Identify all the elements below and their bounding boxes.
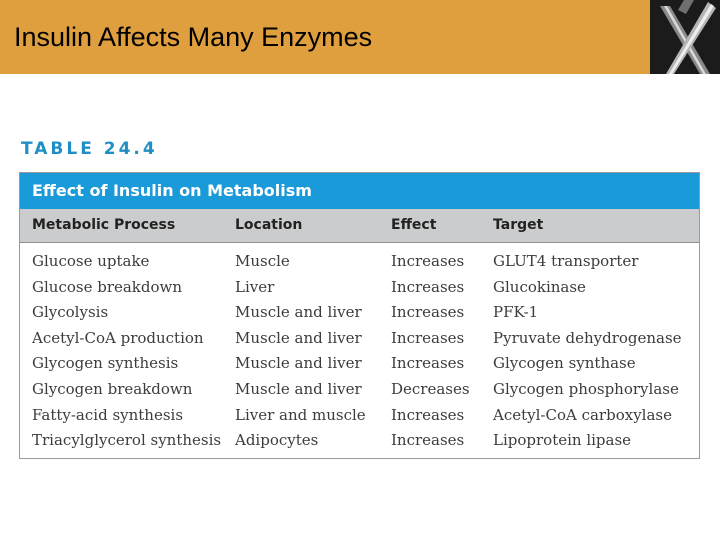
table-number-label: TABLE 24.4 <box>21 139 158 159</box>
cell-location: Muscle and liver <box>235 303 362 322</box>
table-row <box>20 377 699 403</box>
cell-process: Acetyl-CoA production <box>32 328 204 347</box>
cell-effect: Increases <box>391 405 465 424</box>
logo-graphic <box>650 0 720 74</box>
column-header-process: Metabolic Process <box>32 217 176 233</box>
cell-effect: Increases <box>391 303 465 322</box>
cell-effect: Increases <box>391 328 465 347</box>
table-caption: Effect of Insulin on Metabolism <box>20 173 699 209</box>
cell-target: Glycogen phosphorylase <box>493 379 679 398</box>
cell-location: Adipocytes <box>235 431 319 450</box>
cell-location: Muscle and liver <box>235 328 362 347</box>
cell-target: Glucokinase <box>493 277 586 296</box>
cell-effect: Increases <box>391 252 465 270</box>
table-row <box>20 249 699 275</box>
column-header-target: Target <box>493 217 544 233</box>
cell-process: Glucose uptake <box>32 252 150 270</box>
column-header-location: Location <box>235 217 303 233</box>
cell-effect: Decreases <box>391 379 470 398</box>
cell-location: Liver <box>235 277 275 296</box>
table-header-row <box>20 209 699 243</box>
cell-process: Triacylglycerol synthesis <box>32 431 222 450</box>
cell-target: Lipoprotein lipase <box>493 431 632 450</box>
column-header-effect: Effect <box>391 217 437 233</box>
cell-target: Glycogen synthase <box>493 354 636 373</box>
cell-location: Muscle <box>235 252 290 270</box>
cell-process: Glycolysis <box>32 303 109 322</box>
cell-process: Glycogen breakdown <box>32 379 193 398</box>
table-row <box>20 403 699 429</box>
cell-process: Fatty-acid synthesis <box>32 405 184 424</box>
slide-title: Insulin Affects Many Enzymes <box>14 22 373 52</box>
cell-target: Pyruvate dehydrogenase <box>493 328 682 347</box>
cell-target: GLUT4 transporter <box>493 252 639 270</box>
cell-location: Liver and muscle <box>235 405 366 424</box>
table-row <box>20 300 699 326</box>
metabolism-table <box>19 172 700 459</box>
cell-process: Glycogen synthesis <box>32 354 179 373</box>
cell-process: Glucose breakdown <box>32 277 183 296</box>
table-row <box>20 275 699 301</box>
table-row <box>20 326 699 352</box>
cell-target: Acetyl-CoA carboxylase <box>493 405 672 424</box>
table-row <box>20 351 699 377</box>
cell-target: PFK-1 <box>493 303 539 322</box>
cell-location: Muscle and liver <box>235 354 362 373</box>
table-body <box>20 243 699 454</box>
crossed-bars-icon <box>650 0 720 74</box>
cell-location: Muscle and liver <box>235 379 362 398</box>
cell-effect: Increases <box>391 277 465 296</box>
cell-effect: Increases <box>391 431 465 450</box>
cell-effect: Increases <box>391 354 465 373</box>
table-row <box>20 428 699 454</box>
